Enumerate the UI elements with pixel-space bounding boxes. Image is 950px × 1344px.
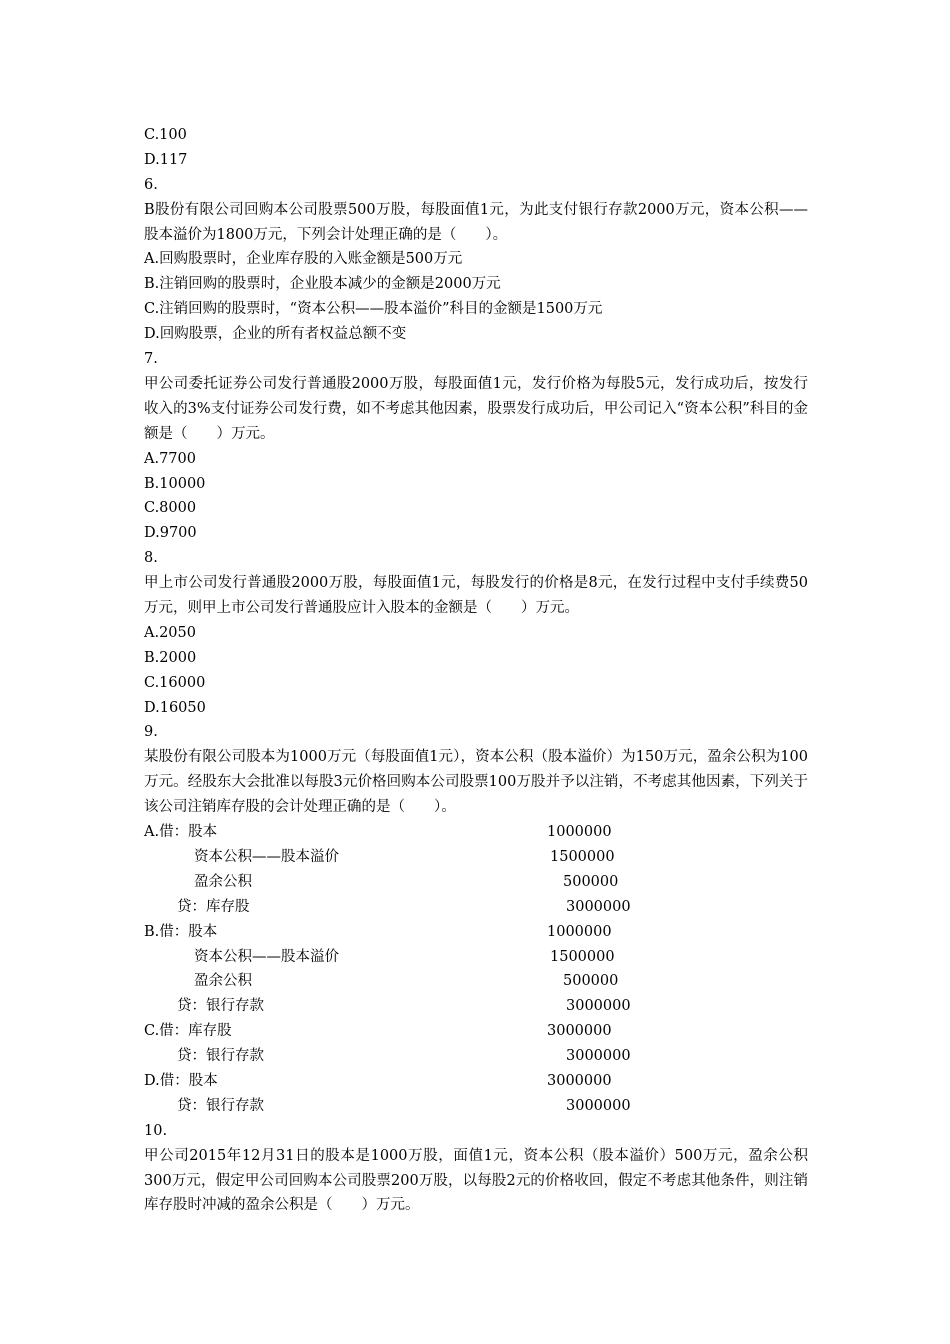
q9-a-debit-premium xyxy=(144,845,808,870)
q9-b-debit-premium xyxy=(144,945,808,970)
q8-stem: 甲上市公司发行普通股2000万股，每股面值1元，每股发行的价格是8元，在发行过程中支付手续费50万元，则甲上市公司发行普通股应计入股本的金额是（ ）万元。 xyxy=(144,575,808,617)
q7-option-c: C.8000 xyxy=(144,500,197,517)
q6-number: 6. xyxy=(144,176,158,193)
account-name: A.借：股本 xyxy=(144,824,218,841)
account-name: D.借：股本 xyxy=(144,1073,218,1089)
account-name: B.借：股本 xyxy=(144,923,218,940)
q5-option-d: D.117 xyxy=(144,151,188,168)
account-name: 贷：库存股 xyxy=(177,898,250,915)
q7-option-a: A.7700 xyxy=(144,450,196,467)
account-name: 贷：银行存款 xyxy=(177,1048,264,1065)
q9-a-credit xyxy=(144,895,808,920)
amount: 3000000 xyxy=(547,1073,612,1089)
q9-b-debit-capital xyxy=(144,920,808,945)
amount: 500000 xyxy=(563,873,619,890)
q7-stem: 甲公司委托证券公司发行普通股2000万股，每股面值1元，发行价格为每股5元，发行成功后，按发行收入的3%支付证券公司发行费，如不考虑其他因素，股票发行成功后，甲公司记入“资本公积”科目的金额是（ ）万元。 xyxy=(144,375,808,442)
amount: 1500000 xyxy=(550,948,615,965)
q9-c-debit xyxy=(144,1019,808,1044)
q8-number: 8. xyxy=(144,550,158,567)
q10-stem: 甲公司2015年12月31日的股本是1000万股，面值1元，资本公积（股本溢价）500万元，盈余公积300万元，假定甲公司回购本公司股票200万股，以每股2元的价格收回，假定不考虑其他条件，则注销库存股时冲减的盈余公积是（ ）万元。 xyxy=(144,1147,808,1214)
account-name: 资本公积——股本溢价 xyxy=(194,948,339,965)
q7-number: 7. xyxy=(144,351,158,368)
q9-b-debit-surplus xyxy=(144,969,808,994)
q9-d-credit xyxy=(144,1094,808,1119)
q6-option-c: C.注销回购的股票时，“资本公积——股本溢价”科目的金额是1500万元 xyxy=(144,301,603,318)
q9-a-debit-capital xyxy=(144,820,808,845)
q8-option-b: B.2000 xyxy=(144,649,197,666)
q8-option-c: C.16000 xyxy=(144,674,206,691)
q6-option-a: A.回购股票时，企业库存股的入账金额是500万元 xyxy=(144,251,463,268)
amount: 3000000 xyxy=(566,1048,631,1065)
q9-a-debit-surplus xyxy=(144,870,808,895)
q9-c-credit xyxy=(144,1044,808,1069)
q7-option-d: D.9700 xyxy=(144,525,197,542)
document-body xyxy=(144,123,808,1218)
q10-number: 10. xyxy=(144,1122,168,1139)
account-name: 贷：银行存款 xyxy=(177,1097,264,1114)
q9-number: 9. xyxy=(144,724,158,741)
amount: 1000000 xyxy=(547,824,612,841)
amount: 1000000 xyxy=(547,923,612,940)
q6-option-d: D.回购股票，企业的所有者权益总额不变 xyxy=(144,326,407,343)
account-name: 资本公积——股本溢价 xyxy=(194,848,339,865)
q6-stem: B股份有限公司回购本公司股票500万股，每股面值1元，为此支付银行存款2000万元，资本公积——股本溢价为1800万元，下列会计处理正确的是（ ）。 xyxy=(144,201,808,243)
account-name: 盈余公积 xyxy=(194,973,252,990)
q7-option-b: B.10000 xyxy=(144,475,206,492)
amount: 3000000 xyxy=(566,898,631,915)
amount: 3000000 xyxy=(547,1023,612,1040)
account-name: 贷：银行存款 xyxy=(177,998,264,1015)
q8-option-d: D.16050 xyxy=(144,699,206,716)
amount: 500000 xyxy=(563,973,619,990)
amount: 3000000 xyxy=(566,1097,631,1114)
q9-b-credit xyxy=(144,994,808,1019)
q8-option-a: A.2050 xyxy=(144,624,196,641)
account-name: 盈余公积 xyxy=(194,873,252,890)
account-name: C.借：库存股 xyxy=(144,1023,232,1040)
amount: 3000000 xyxy=(566,998,631,1015)
q9-d-debit xyxy=(144,1069,808,1094)
q9-stem: 某股份有限公司股本为1000万元（每股面值1元），资本公积（股本溢价）为150万元，盈余公积为100万元。经股东大会批准以每股3元价格回购本公司股票100万股并予以注销，不考虑其他因素，下列关于该公司注销库存股的会计处理正确的是（ ）。 xyxy=(144,749,808,816)
q5-option-c: C.100 xyxy=(144,127,187,143)
amount: 1500000 xyxy=(550,848,615,865)
q6-option-b: B.注销回购的股票时，企业股本减少的金额是2000万元 xyxy=(144,276,501,293)
